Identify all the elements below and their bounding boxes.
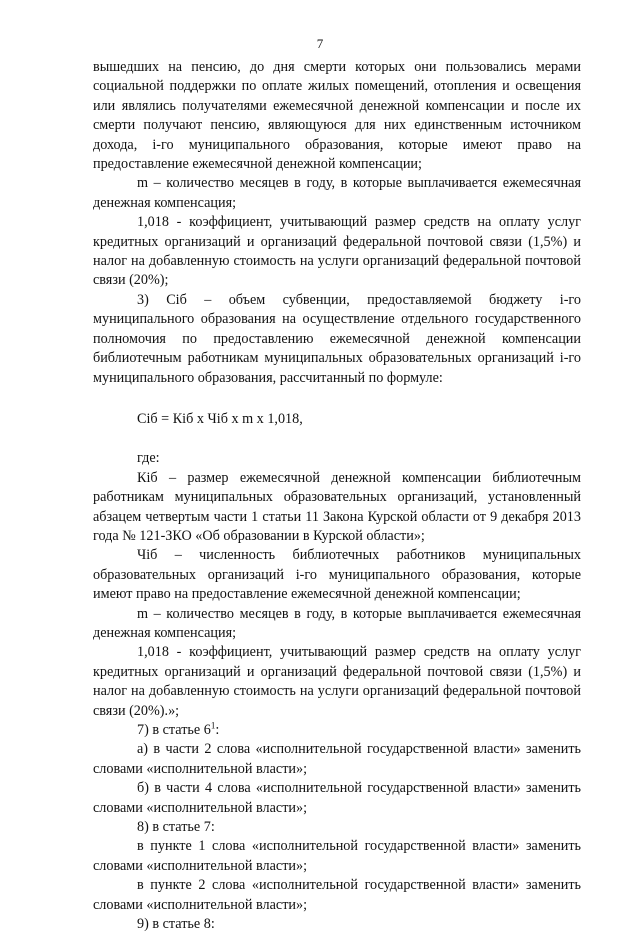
where-label: где: [137,450,160,467]
formula: Сiб = Кiб x Чiб x m x 1,018, [137,410,303,427]
document-body [93,58,581,934]
paragraph-chib-definition: Чiб – численность библиотечных работников муниципальных образовательных организаций i-го муниципального образования, которые имеют право на предоставление ежемесячной денежной компенсации; [93,547,581,603]
paragraph-point-2: в пункте 2 слова «исполнительной государственной власти» заменить словами «исполнительной власти»; [93,877,581,913]
paragraph-article-8: 9) в статье 8: [137,916,215,933]
page-number: 7 [316,36,324,51]
paragraph-article-7: 8) в статье 7: [137,819,215,836]
paragraph-item-b: б) в части 4 слова «исполнительной государственной власти» заменить словами «исполнительной власти»; [93,780,581,816]
paragraph-kib-definition: Кiб – размер ежемесячной денежной компенсации библиотечным работникам муниципальных образовательных организаций, установленный абзацем четвертым части 1 статьи 11 Закона Курской области от 9 декабря 2013 года № 121-ЗКО «Об образовании в Курской области»; [93,469,581,544]
paragraph-point-1: в пункте 1 слова «исполнительной государственной власти» заменить словами «исполнительной власти»; [93,838,581,874]
paragraph-article-6-1: 7) в статье $6^1$: [137,720,220,738]
paragraph-subvention: 3) Сiб – объем субвенции, предоставляемой бюджету i-го муниципального образования на осуществление отдельного государственного полномочия по предоставлению ежемесячной денежной компенсации библиотечным работникам муниципальных образовательных организаций i-го муниципального образования, рассчитанный по формуле: [93,291,581,386]
paragraph-coefficient-2: 1,018 - коэффициент, учитывающий размер средств на оплату услуг кредитных организаций и организаций федеральной почтовой связи (1,5%) и налог на добавленную стоимость на услуги организаций федеральной почтовой связи (20%).»; [93,644,581,719]
paragraph-coefficient: 1,018 - коэффициент, учитывающий размер средств на оплату услуг кредитных организаций и организаций федеральной почтовой связи (1,5%) и налог на добавленную стоимость на услуги организаций федеральной почтовой связи (20%); [93,214,581,289]
paragraph-continuation: вышедших на пенсию, до дня смерти которых они пользовались мерами социальной поддержки по оплате жилых помещений, отопления и освещения или являлись получателями ежемесячной денежной компенсации и после их смерти получают пенсию, являющуюся для них единственным источником дохода, i-го муниципального образования, которые имеют право на предоставление ежемесячной денежной компенсации; [93,59,581,173]
paragraph-m-definition: m – количество месяцев в году, в которые выплачивается ежемесячная денежная компенсация; [93,175,581,211]
paragraph-m-definition-2: m – количество месяцев в году, в которые выплачивается ежемесячная денежная компенсация; [93,605,581,641]
superscript: 1 [210,720,216,731]
paragraph-item-a: а) в части 2 слова «исполнительной государственной власти» заменить словами «исполнительной власти»; [93,741,581,777]
